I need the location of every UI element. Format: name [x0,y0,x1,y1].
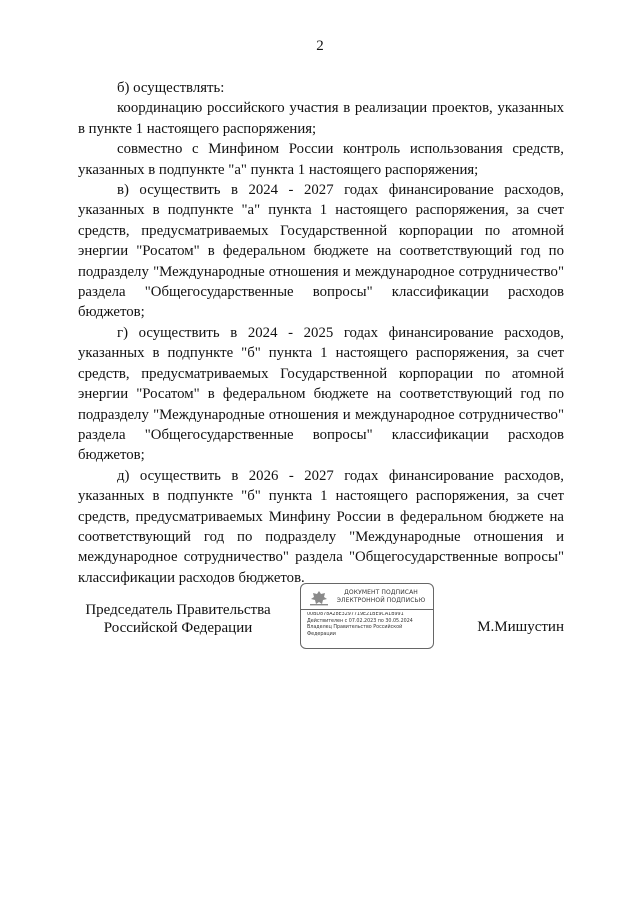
paragraph: д) осуществить в 2026 - 2027 годах финансирование расходов, указанных в подпункте "б" пункта 1 настоящего распоряжения, за счет средств, предусматриваемых Минфину России в федеральном бюджете на соответствующий год по подразделу "Международные отношения и международное сотрудничество" раздела "Общегосударственные вопросы" классификации расходов бюджетов. [78,467,564,586]
stamp-header [301,587,433,610]
paragraph: г) осуществить в 2024 - 2025 годах финансирование расходов, указанных в подпункте "б" пункта 1 настоящего распоряжения, за счет средств, предусматриваемых Государственной корпорации по атомной энергии "Росатом" в федеральном бюджете на соответствующий год по подразделу "Международные отношения и международное сотрудничество" раздела "Общегосударственные вопросы" классификации расходов бюджетов; [78,324,564,464]
stamp-title-line: ДОКУМЕНТ ПОДПИСАН [344,589,418,596]
signer-title-line: Российской Федерации [103,620,253,636]
paragraph: совместно с Минфином России контроль использования средств, указанных в подпункте "а" пункта 1 настоящего распоряжения; [78,141,564,178]
signer-title [78,601,278,637]
signer-name: М.Мишустин [477,619,564,635]
signature-block [0,583,640,653]
coat-of-arms-icon [309,590,329,606]
stamp-owner: Владелец Правительство Российской [307,625,403,631]
document-body [78,78,564,588]
stamp-certificate: 00BD878A28E3297719E21BE9CA1B991 [307,612,404,617]
stamp-validity: Действителен с 07.02.2023 по 30.05.2024 [307,618,413,624]
electronic-signature-stamp [300,583,434,649]
paragraph: б) осуществлять: [117,80,225,96]
stamp-title-line: ЭЛЕКТРОННОЙ ПОДПИСЬЮ [336,596,426,604]
signer-title-line: Председатель Правительства [85,602,271,618]
paragraph: координацию российского участия в реализации проектов, указанных в пункте 1 настоящего распоряжения; [78,100,564,137]
page-number: 2 [316,38,324,54]
paragraph: в) осуществить в 2024 - 2027 годах финансирование расходов, указанных в подпункте "а" пункта 1 настоящего распоряжения, за счет средств, предусматриваемых Государственной корпорации по атомной энергии "Росатом" в федеральном бюджете на соответствующий год по подразделу "Международные отношения и международное сотрудничество" раздела "Общегосударственные вопросы" классификации расходов бюджетов; [78,182,564,321]
stamp-title [333,589,429,604]
stamp-details [307,612,429,638]
stamp-owner: Федерации [307,631,336,637]
